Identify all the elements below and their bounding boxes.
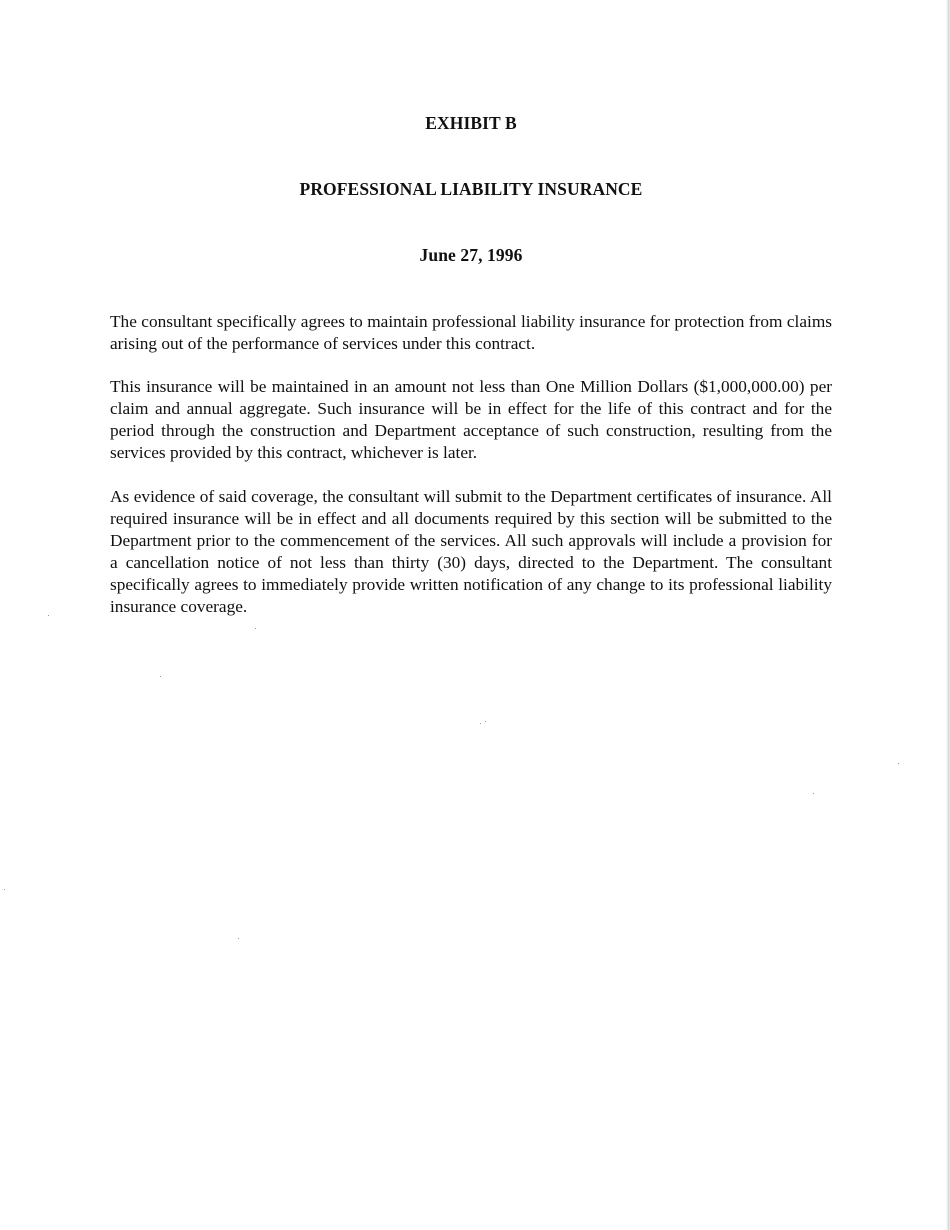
exhibit-title: EXHIBIT B — [425, 113, 517, 133]
paragraph-coverage-amount: This insurance will be maintained in an amount not less than One Million Dollars ($1,000,000.00) per claim and annual aggregate. Such insurance will be in effect for the life of this contract and for the period through the construction and Department acceptance of such construction, resulting from the services provided by this contract, whichever is later. — [110, 377, 832, 462]
document-date: June 27, 1996 — [419, 245, 523, 265]
scan-speck — [4, 889, 5, 890]
scan-speck — [255, 628, 256, 629]
scan-speck — [238, 938, 239, 939]
scan-speck — [813, 793, 814, 794]
scan-edge-artifact — [946, 0, 950, 1230]
section-title: PROFESSIONAL LIABILITY INSURANCE — [299, 179, 643, 199]
scan-speck — [480, 723, 481, 724]
paragraph-coverage-agreement: The consultant specifically agrees to maintain professional liability insurance for protection from claims arising out of the performance of services under this contract. — [110, 312, 832, 353]
scan-speck — [48, 615, 49, 616]
paragraph-evidence-of-coverage: As evidence of said coverage, the consultant will submit to the Department certificates of insurance. All required insurance will be in effect and all documents required by this section will be submitted to the Department prior to the commencement of the services. All such approvals will include a provision for a cancellation notice of not less than thirty (30) days, directed to the Department. The consultant specifically agrees to immediately provide written notification of any change to its professional liability insurance coverage. — [110, 487, 832, 616]
scan-speck — [485, 721, 486, 722]
scan-speck — [160, 676, 161, 677]
scan-speck — [898, 763, 899, 764]
